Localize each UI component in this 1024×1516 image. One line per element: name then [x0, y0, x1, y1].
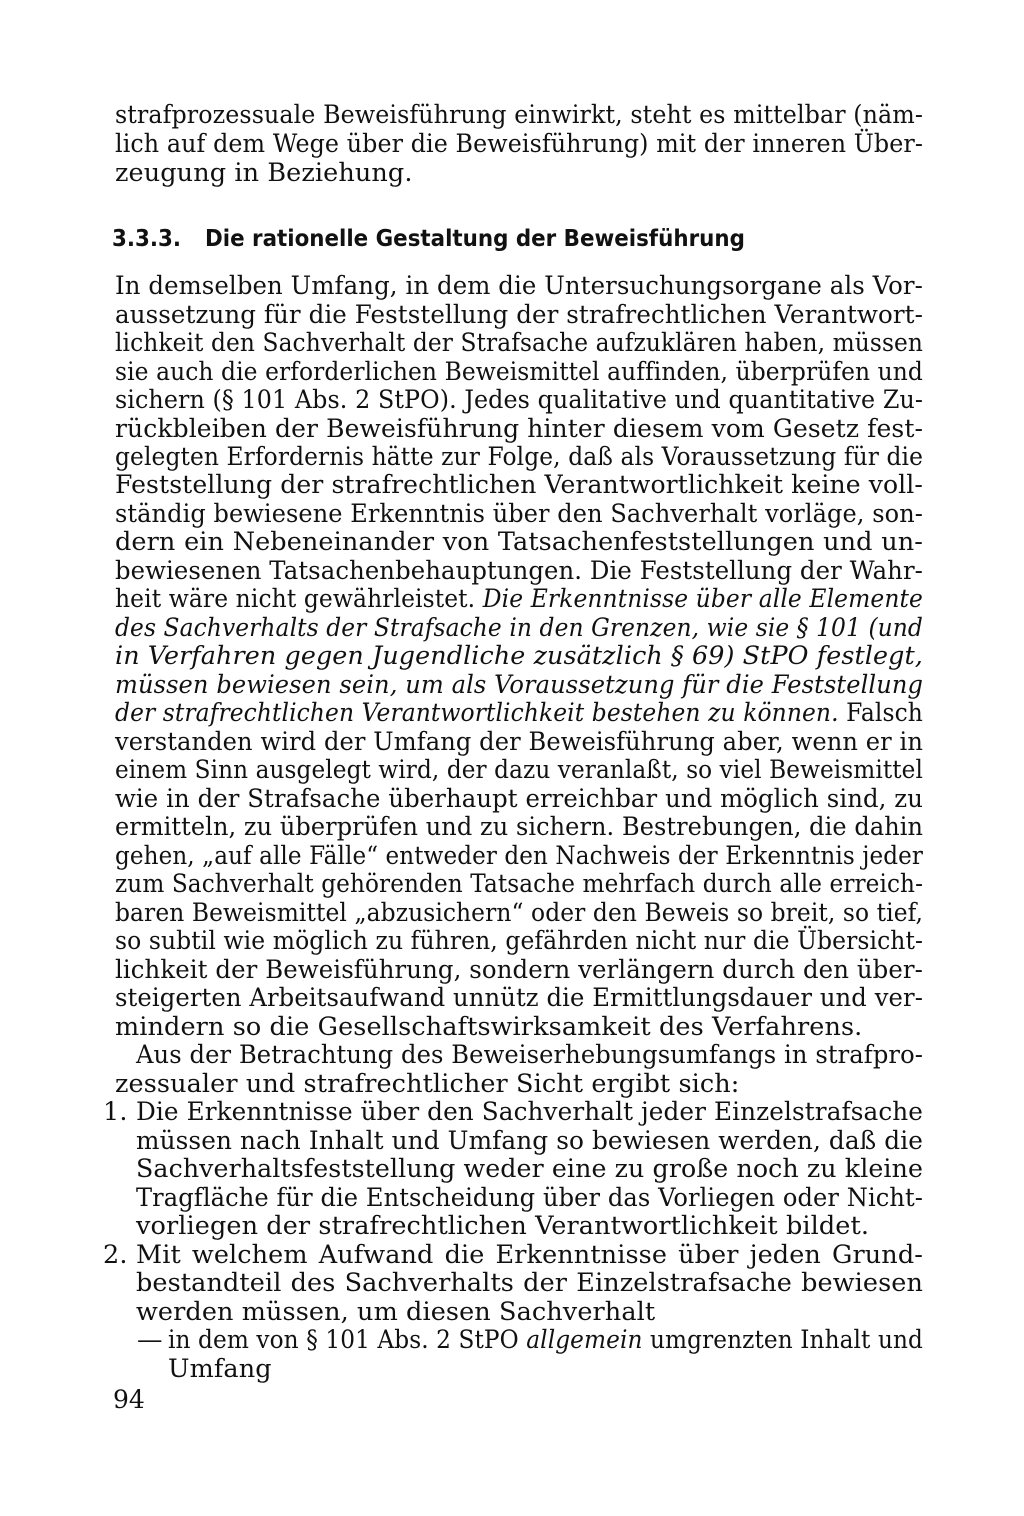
emphasis-line: in Verfahren gegen Jugendliche zusätzlich § 69) StPO festlegt, — [115, 641, 923, 671]
section-heading — [112, 224, 745, 254]
page-number: 94 — [113, 1385, 145, 1414]
body-text: heit wäre nicht gewährleistet. — [115, 584, 476, 614]
summary-line: Aus der Betrachtung des Beweiserhebungsumfangs in strafpro- — [136, 1040, 924, 1070]
body-line: baren Beweismittel „abzusichern“ oder den Beweis so breit, so tief, — [115, 898, 924, 928]
emphasis-text: der strafrechtlichen Verantwortlichkeit bestehen zu können. — [115, 698, 839, 728]
list-item-line: vorliegen der strafrechtlichen Verantwortlichkeit bildet. — [136, 1211, 870, 1241]
body-line: einem Sinn ausgelegt wird, der dazu veranlaßt, so viel Beweismittel — [115, 755, 923, 785]
list-item-line: bestandteil des Sachverhalts der Einzelstrafsache bewiesen — [136, 1268, 924, 1298]
body-line — [115, 584, 923, 614]
body-line: zum Sachverhalt gehörenden Tatsache mehrfach durch alle erreich- — [115, 869, 923, 899]
body-line: mindern so die Gesellschaftswirksamkeit des Verfahrens. — [115, 1012, 863, 1042]
body-line: gelegten Erfordernis hätte zur Folge, daß als Voraussetzung für die — [115, 442, 924, 472]
body-line: gehen, „auf alle Fälle“ entweder den Nachweis der Erkenntnis jeder — [115, 841, 923, 871]
body-line: wie in der Strafsache überhaupt erreichbar und möglich sind, zu — [115, 784, 923, 814]
body-line: aussetzung für die Feststellung der strafrechtlichen Verantwort- — [115, 300, 923, 330]
dash-item-line: Umfang — [168, 1354, 272, 1384]
body-line: ständig bewiesene Erkenntnis über den Sachverhalt vorläge, son- — [115, 499, 923, 529]
dash-text: in dem von § 101 Abs. 2 StPO — [168, 1325, 519, 1355]
body-line: sichern (§ 101 Abs. 2 StPO). Jedes qualitative und quantitative Zu- — [115, 385, 924, 415]
body-line — [115, 698, 923, 728]
summary-line: zessualer und strafrechtlicher Sicht ergibt sich: — [115, 1069, 740, 1099]
section-title: Die rationelle Gestaltung der Beweisführung — [205, 226, 745, 252]
list-marker: 1. — [103, 1097, 128, 1127]
body-line: lichkeit den Sachverhalt der Strafsache aufzuklären haben, müssen — [115, 328, 924, 358]
list-item-line: Tragfläche für die Entscheidung über das Vorliegen oder Nicht- — [136, 1183, 924, 1213]
list-item-line: Sachverhaltsfeststellung weder eine zu große noch zu kleine — [136, 1154, 924, 1184]
body-line: so subtil wie möglich zu führen, gefährden nicht nur die Übersicht- — [115, 926, 924, 956]
dash-item-line — [168, 1325, 924, 1355]
emphasis-text: Die Erkenntnisse über alle Elemente — [482, 584, 923, 614]
body-line: sie auch die erforderlichen Beweismittel auffinden, überprüfen und — [115, 357, 923, 387]
intro-line: zeugung in Beziehung. — [115, 158, 413, 188]
list-item-line: müssen nach Inhalt und Umfang so bewiesen werden, daß die — [136, 1126, 923, 1156]
body-line: lichkeit der Beweisführung, sondern verlängern durch den über- — [115, 955, 924, 985]
list-item-line: Die Erkenntnisse über den Sachverhalt jeder Einzelstrafsache — [136, 1097, 924, 1127]
intro-line: lich auf dem Wege über die Beweisführung) mit der inneren Über- — [115, 129, 923, 159]
section-number: 3.3.3. — [112, 226, 182, 252]
list-item-line: Mit welchem Aufwand die Erkenntnisse über jeden Grund- — [136, 1240, 923, 1270]
body-line: rückbleiben der Beweisführung hinter diesem vom Gesetz fest- — [115, 414, 924, 444]
list-item-line: werden müssen, um diesen Sachverhalt — [136, 1297, 656, 1327]
body-line: In demselben Umfang, in dem die Untersuchungsorgane als Vor- — [115, 271, 923, 301]
body-text: Falsch — [846, 698, 923, 728]
emphasis-line: des Sachverhalts der Strafsache in den Grenzen, wie sie § 101 (und — [115, 613, 923, 643]
body-line: ermitteln, zu überprüfen und zu sichern. Bestrebungen, die dahin — [115, 812, 924, 842]
dash-marker: — — [137, 1325, 163, 1355]
list-marker: 2. — [103, 1240, 128, 1270]
body-line: bewiesenen Tatsachenbehauptungen. Die Feststellung der Wahr- — [115, 556, 923, 586]
body-line: steigerten Arbeitsaufwand unnütz die Ermittlungsdauer und ver- — [115, 983, 923, 1013]
body-line: verstanden wird der Umfang der Beweisführung aber, wenn er in — [115, 727, 924, 757]
intro-line: strafprozessuale Beweisführung einwirkt, steht es mittelbar (näm- — [115, 100, 924, 130]
dash-emphasis: allgemein — [526, 1325, 643, 1355]
body-line: Feststellung der strafrechtlichen Verantwortlichkeit keine voll- — [115, 470, 923, 500]
emphasis-line: müssen bewiesen sein, um als Voraussetzung für die Feststellung — [115, 670, 924, 700]
dash-text: umgrenzten Inhalt und — [649, 1325, 924, 1355]
body-line: dern ein Nebeneinander von Tatsachenfeststellungen und un- — [115, 527, 923, 557]
